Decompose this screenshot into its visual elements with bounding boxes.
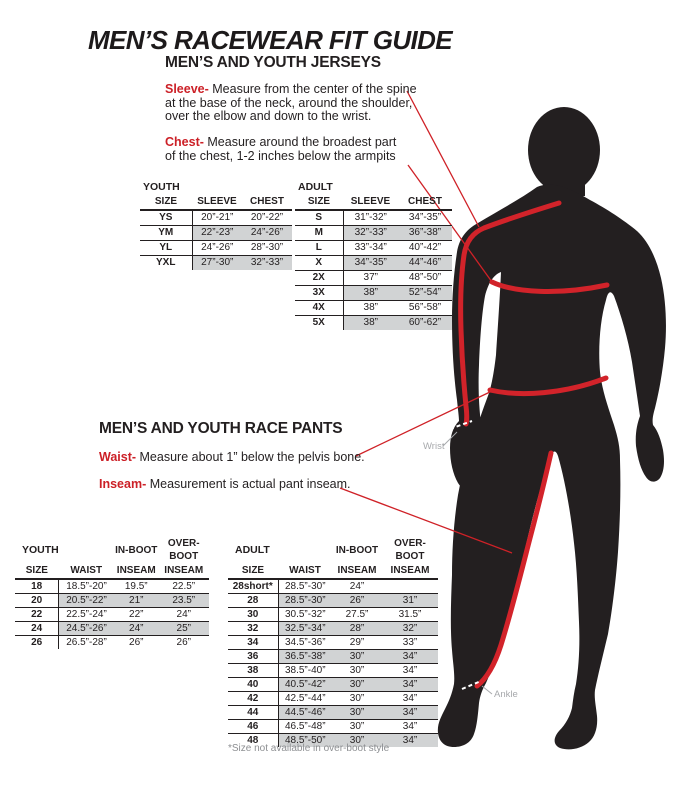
value-cell: 31.5” (382, 608, 438, 622)
column-header-waist: WAIST (59, 563, 114, 579)
size-cell: 20 (15, 594, 59, 608)
size-cell: 22 (15, 608, 59, 622)
value-cell: 37” (343, 271, 398, 286)
value-cell: 26” (332, 594, 382, 608)
value-cell: 24”-26” (192, 241, 242, 256)
size-cell: L (295, 241, 343, 256)
size-cell: YS (140, 210, 192, 226)
column-header-inboot: IN-BOOT (115, 544, 158, 556)
value-cell: 38” (343, 286, 398, 301)
table-row (295, 316, 452, 331)
youth-jersey-table (140, 181, 292, 270)
table-row (295, 226, 452, 241)
value-cell: 28” (332, 622, 382, 636)
value-cell: 34” (382, 664, 438, 678)
value-cell: 20”-21” (192, 210, 242, 226)
value-cell: 24” (332, 579, 382, 594)
value-cell: 32”-33” (242, 256, 292, 271)
column-header-overboot: OVER-BOOT (167, 538, 200, 562)
chest-description (165, 136, 396, 163)
table-row (228, 608, 438, 622)
pants-heading: MEN’S AND YOUTH RACE PANTS (99, 420, 343, 437)
size-cell: 4X (295, 301, 343, 316)
value-cell: 33” (382, 636, 438, 650)
table-group-label: YOUTH (22, 543, 59, 556)
waist-text: Measure about 1” below the pelvis bone. (136, 450, 365, 464)
value-cell: 21” (114, 594, 159, 608)
table-row (228, 664, 438, 678)
table-row (228, 636, 438, 650)
value-cell: 26” (176, 637, 191, 648)
value-cell: 30” (332, 678, 382, 692)
value-cell: 34” (382, 650, 438, 664)
sleeve-line-2: at the base of the neck, around the shoulder, (165, 95, 413, 110)
value-cell: 26.5”-28” (66, 637, 107, 648)
chest-line-2: of the chest, 1-2 inches below the armpits (165, 148, 396, 163)
value-cell: 25” (159, 622, 209, 636)
adult-jersey-table (295, 181, 452, 330)
table-row (228, 692, 438, 706)
value-cell: 32”-33” (343, 226, 398, 241)
table-row (228, 650, 438, 664)
table-row (15, 622, 209, 636)
column-header-sleeve: SLEEVE (192, 194, 242, 210)
table-row (295, 256, 452, 271)
table-row (228, 579, 438, 594)
column-header-inseam: INSEAM (332, 563, 382, 579)
value-cell: 38” (343, 301, 398, 316)
value-cell: 31”-32” (343, 210, 398, 226)
value-cell: 24” (114, 622, 159, 636)
value-cell (382, 579, 438, 594)
sleeve-label: Sleeve- (165, 82, 209, 96)
value-cell: 20.5”-22” (59, 594, 114, 608)
value-cell: 29” (332, 636, 382, 650)
value-cell: 38.5”-40” (278, 664, 332, 678)
value-cell: 60”-62” (398, 316, 452, 331)
table-row (140, 256, 292, 271)
table-row (295, 241, 452, 256)
value-cell: 28.5”-30” (278, 594, 332, 608)
size-cell: 18 (15, 579, 59, 594)
column-header-size: SIZE (228, 563, 278, 579)
table-group-label: ADULT (298, 181, 333, 193)
size-cell: 36 (228, 650, 278, 664)
column-header-chest: CHEST (242, 194, 292, 210)
value-cell: 22” (114, 608, 159, 622)
value-cell: 46.5”-48” (278, 720, 332, 734)
ankle-label: Ankle (494, 689, 518, 700)
chest-label: Chest- (165, 135, 204, 149)
size-cell: 46 (228, 720, 278, 734)
value-cell: 33”-34” (343, 241, 398, 256)
size-cell: YM (140, 226, 192, 241)
size-cell: S (295, 210, 343, 226)
value-cell: 34” (382, 678, 438, 692)
size-cell: 3X (295, 286, 343, 301)
value-cell: 22.5” (159, 579, 209, 594)
value-cell: 31” (382, 594, 438, 608)
value-cell: 27”-30” (192, 256, 242, 271)
table-row (15, 636, 209, 650)
table-row (140, 210, 292, 226)
size-cell: 28short* (228, 579, 278, 594)
column-header-size: SIZE (140, 194, 192, 210)
value-cell: 28.5”-30” (278, 579, 332, 594)
column-header-inseam: INSEAM (382, 563, 438, 579)
size-cell: YXL (140, 256, 192, 271)
value-cell: 30” (332, 734, 382, 748)
value-cell: 56”-58” (398, 301, 452, 316)
value-cell: 30” (332, 650, 382, 664)
value-cell: 24” (159, 608, 209, 622)
column-header-chest: CHEST (398, 194, 452, 210)
value-cell: 34”-35” (398, 210, 452, 226)
column-header-waist: WAIST (278, 563, 332, 579)
table-row (15, 594, 209, 608)
column-header-blank (59, 537, 114, 563)
chest-line-1: Measure around the broadest part (203, 135, 397, 149)
table-header-row (140, 194, 292, 210)
value-cell: 42.5”-44” (278, 692, 332, 706)
table-group-row (140, 181, 292, 194)
value-cell: 30” (332, 706, 382, 720)
table-group-row (228, 537, 438, 563)
value-cell: 34” (382, 734, 438, 748)
size-cell: 42 (228, 692, 278, 706)
table-row (295, 271, 452, 286)
table-row (15, 608, 209, 622)
table-row (228, 706, 438, 720)
column-header-size: SIZE (15, 563, 59, 579)
size-cell: 44 (228, 706, 278, 720)
value-cell: 28”-30” (242, 241, 292, 256)
table-row (295, 210, 452, 226)
value-cell: 24”-26” (242, 226, 292, 241)
table-row (295, 301, 452, 316)
table-row (140, 226, 292, 241)
table-row (295, 286, 452, 301)
table-row (228, 622, 438, 636)
value-cell: 34” (382, 692, 438, 706)
size-cell: 24 (15, 622, 59, 636)
value-cell: 48”-50” (398, 271, 452, 286)
size-cell: 48 (228, 734, 278, 748)
table-header-row (295, 194, 452, 210)
size-cell: 40 (228, 678, 278, 692)
value-cell: 38” (343, 316, 398, 331)
value-cell: 26” (129, 637, 144, 648)
size-cell: YL (140, 241, 192, 256)
table-row (15, 579, 209, 594)
column-header-blank (278, 537, 332, 563)
value-cell: 32.5”-34” (278, 622, 332, 636)
inseam-text: Measurement is actual pant inseam. (146, 477, 351, 491)
value-cell: 40.5”-42” (278, 678, 332, 692)
table-header-row (15, 563, 209, 579)
size-footnote: *Size not available in over-boot style (228, 743, 390, 754)
column-header-inboot: IN-BOOT (335, 544, 379, 556)
value-cell: 22”-23” (192, 226, 242, 241)
value-cell: 24.5”-26” (59, 622, 114, 636)
table-group-row (15, 537, 209, 563)
value-cell: 30.5”-32” (278, 608, 332, 622)
value-cell: 44.5”-46” (278, 706, 332, 720)
column-header-sleeve: SLEEVE (343, 194, 398, 210)
value-cell: 32” (382, 622, 438, 636)
body-silhouette (438, 185, 666, 750)
waist-description (99, 451, 365, 465)
adult-pants-table (228, 537, 438, 747)
jerseys-heading: MEN’S AND YOUTH JERSEYS (165, 54, 381, 71)
value-cell: 34.5”-36” (278, 636, 332, 650)
youth-pants-table (15, 537, 209, 649)
size-cell: 32 (228, 622, 278, 636)
value-cell: 30” (332, 664, 382, 678)
column-header-overboot: OVER-BOOT (394, 538, 426, 562)
table-group-label: YOUTH (143, 181, 180, 193)
value-cell: 27.5” (332, 608, 382, 622)
sleeve-line-3: over the elbow and down to the wrist. (165, 109, 372, 123)
value-cell: 34”-35” (343, 256, 398, 271)
column-header-inseam: INSEAM (159, 563, 209, 579)
column-header-size: SIZE (295, 194, 343, 210)
value-cell: 20”-22” (242, 210, 292, 226)
value-cell: 18.5”-20” (59, 579, 114, 594)
table-row (228, 720, 438, 734)
table-header-row (228, 563, 438, 579)
page-title: MEN’S RACEWEAR FIT GUIDE (88, 25, 453, 55)
table-group-row (295, 181, 452, 194)
size-cell: 28 (228, 594, 278, 608)
waist-label: Waist- (99, 450, 137, 464)
value-cell: 48.5”-50” (278, 734, 332, 748)
value-cell: 19.5” (114, 579, 159, 594)
value-cell: 34” (382, 720, 438, 734)
size-cell: 5X (295, 316, 343, 331)
table-row (140, 241, 292, 256)
wrist-label: Wrist (423, 441, 445, 452)
table-row (228, 594, 438, 608)
value-cell: 22.5”-24” (59, 608, 114, 622)
value-cell: 30” (332, 720, 382, 734)
size-cell: X (295, 256, 343, 271)
sleeve-line-1: Measure from the center of the spine (208, 82, 417, 96)
table-row (228, 678, 438, 692)
value-cell: 52”-54” (398, 286, 452, 301)
value-cell: 30” (332, 692, 382, 706)
inseam-description (99, 478, 351, 492)
value-cell: 23.5” (159, 594, 209, 608)
inseam-label: Inseam- (99, 477, 147, 491)
table-group-label: ADULT (235, 543, 270, 556)
ankle-label-pointer (482, 686, 492, 694)
value-cell: 36”-38” (398, 226, 452, 241)
size-cell: 34 (228, 636, 278, 650)
column-header-inseam: INSEAM (114, 563, 159, 579)
size-cell: 26 (15, 636, 59, 650)
size-cell: M (295, 226, 343, 241)
sleeve-description (165, 83, 417, 124)
value-cell: 44”-46” (398, 256, 452, 271)
size-cell: 38 (228, 664, 278, 678)
value-cell: 36.5”-38” (278, 650, 332, 664)
size-cell: 2X (295, 271, 343, 286)
size-cell: 30 (228, 608, 278, 622)
value-cell: 40”-42” (398, 241, 452, 256)
value-cell: 34” (382, 706, 438, 720)
